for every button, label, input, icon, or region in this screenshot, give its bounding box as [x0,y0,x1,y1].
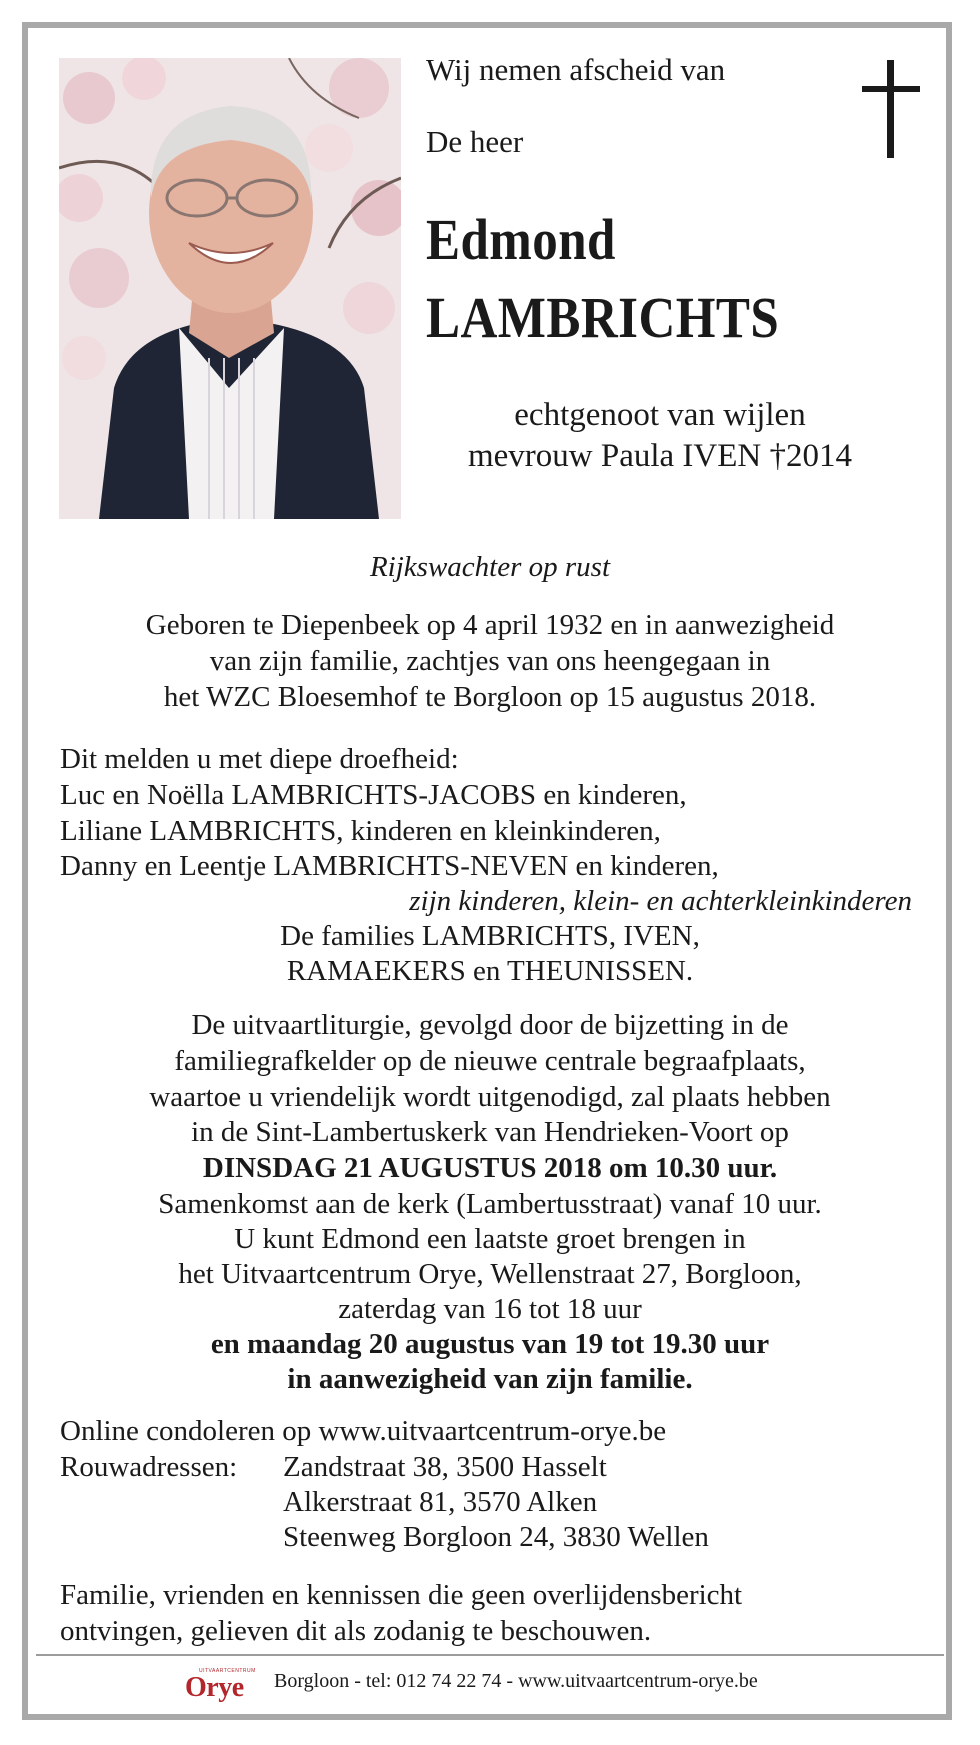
birth-line: het WZC Bloesemhof te Borgloon op 15 augustus 2018. [163,681,817,713]
family-line: Danny en Leentje LAMBRICHTS-NEVEN en kinderen, [60,850,719,882]
deceased-first-name: Edmond [426,207,616,272]
visit-line: het Uitvaartcentrum Orye, Wellenstraat 27, Borgloon, [178,1258,802,1290]
address-label: Rouwadressen: [60,1451,238,1483]
address-line: Steenweg Borgloon 24, 3830 Wellen [283,1521,709,1553]
family-line: Liliane LAMBRICHTS, kinderen en kleinkinderen, [60,815,661,847]
families-line: RAMAEKERS en THEUNISSEN. [286,955,694,987]
visit-line: U kunt Edmond een laatste groet brengen in [234,1223,746,1255]
deceased-last-name: LAMBRICHTS [426,285,780,350]
funeral-line: familiegrafkelder op de nieuwe centrale begraafplaats, [174,1045,806,1077]
spouse-line-1: echtgenoot van wijlen [514,397,806,433]
birth-line: Geboren te Diepenbeek op 4 april 1932 en in aanwezigheid [145,609,835,641]
orye-logo [183,1666,256,1706]
portrait-photo [59,58,401,519]
address-line: Alkerstraat 81, 3570 Alken [283,1486,598,1518]
intro-text: Wij nemen afscheid van [426,52,726,87]
cross-icon [862,60,920,160]
funeral-line: De uitvaartliturgie, gevolgd door de bijzetting in de [191,1009,789,1041]
gathering-line: Samenkomst aan de kerk (Lambertusstraat) vanaf 10 uur. [158,1188,822,1220]
logo-subtext: UITVAARTCENTRUM [199,1668,256,1674]
profession: Rijkswachter op rust [369,551,611,583]
visit-line: zaterdag van 16 tot 18 uur [338,1293,642,1325]
funeral-line: waartoe u vriendelijk wordt uitgenodigd, zal plaats hebben [149,1081,831,1113]
visit-bold-line: en maandag 20 augustus van 19 tot 19.30 uur [210,1328,770,1360]
funeral-date: DINSDAG 21 AUGUSTUS 2018 om 10.30 uur. [202,1152,778,1184]
closing-line: Familie, vrienden en kennissen die geen overlijdensbericht [60,1579,743,1611]
birth-line: van zijn familie, zachtjes van ons heengegaan in [209,645,771,677]
funeral-line: in de Sint-Lambertuskerk van Hendrieken-Voort op [191,1116,789,1148]
title-text: De heer [426,124,524,159]
online-condolence: Online condoleren op www.uitvaartcentrum-orye.be [60,1415,667,1447]
families-line: De families LAMBRICHTS, IVEN, [280,920,700,952]
footer-contact: Borgloon - tel: 012 74 22 74 - www.uitvaartcentrum-orye.be [274,1670,758,1692]
footer-divider [36,1654,944,1656]
footer [0,1666,980,1706]
grandchildren-line: zijn kinderen, klein- en achterkleinkinderen [409,885,912,917]
family-line: Luc en Noëlla LAMBRICHTS-JACOBS en kinderen, [60,779,687,811]
closing-line: ontvingen, gelieven dit als zodanig te beschouwen. [60,1615,652,1647]
family-intro: Dit melden u met diepe droefheid: [60,743,459,775]
logo-wordmark: Orye [185,1672,244,1703]
spouse-line-2: mevrouw Paula IVEN †2014 [467,438,852,474]
address-line: Zandstraat 38, 3500 Hasselt [283,1451,607,1483]
visit-bold-line: in aanwezigheid van zijn familie. [287,1363,693,1395]
